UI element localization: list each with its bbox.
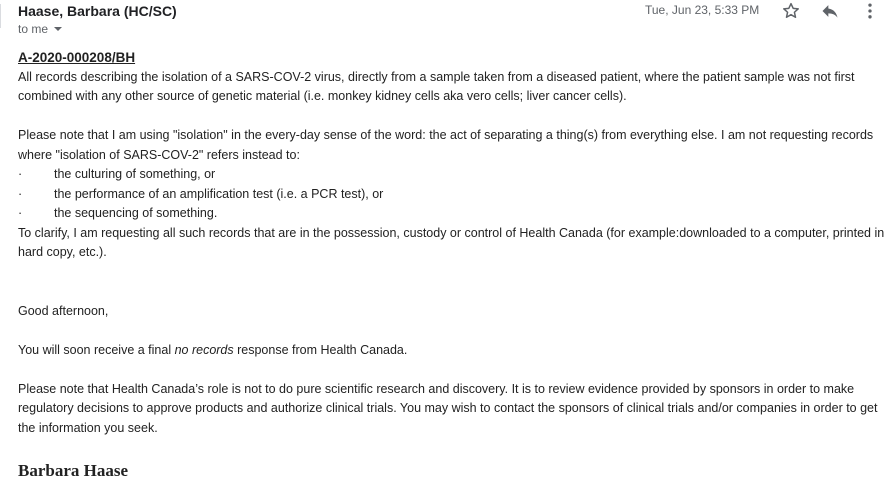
spacer xyxy=(18,321,886,341)
left-border xyxy=(0,4,4,28)
more-vert-icon[interactable] xyxy=(858,0,882,22)
bullet-mark: · xyxy=(18,206,23,220)
signature: Barbara Haase xyxy=(18,461,129,480)
greeting: Good afternoon, xyxy=(18,303,109,318)
reply-icon[interactable] xyxy=(818,0,842,22)
list-item-text: the sequencing of something. xyxy=(54,206,218,220)
reference-number: A-2020-000208/BH xyxy=(18,50,136,65)
response-text-end: response from Health Canada. xyxy=(233,342,408,357)
spacer xyxy=(18,263,886,283)
response-paragraph-1 xyxy=(18,341,886,361)
list-item xyxy=(18,185,886,205)
message-header xyxy=(0,0,891,44)
bullet-mark: · xyxy=(18,167,23,181)
response-text-start: You will soon receive a final xyxy=(18,342,175,357)
bullet-mark: · xyxy=(18,186,23,201)
response-emphasis: no records xyxy=(174,342,234,357)
star-icon[interactable] xyxy=(779,0,803,22)
request-paragraph-2: Please note that I am using "isolation" in the every-day sense of the word: the act of separating a thing(s) from everything else. I am not requesting records where "isolation of SARS-COV-2" refers instead to: xyxy=(18,128,874,162)
recipients-toggle[interactable] xyxy=(18,22,62,36)
recipients-label: to me xyxy=(18,22,49,36)
caret-down-icon xyxy=(54,27,62,31)
list-item xyxy=(18,204,886,224)
response-paragraph-2: Please note that Health Canada’s role is not to do pure scientific research and discovery. It is to review evidence provided by sponsors in order to make regulatory decisions to approve products and authorize clinical trials. You may wish to contact the sponsors of clinical trials and/or companies in order to get the information you seek. xyxy=(18,381,878,435)
spacer xyxy=(18,282,886,302)
sender-name[interactable]: Haase, Barbara (HC/SC) xyxy=(18,3,177,19)
message-date: Tue, Jun 23, 5:33 PM xyxy=(645,3,760,17)
list-item-text: the performance of an amplification test (i.e. a PCR test), or xyxy=(54,186,384,201)
list-item-text: the culturing of something, or xyxy=(54,167,216,181)
request-paragraph-1: All records describing the isolation of a SARS-COV-2 virus, directly from a sample taken from a diseased patient, where the patient sample was not first combined with any other source of genetic material (i.e. monkey kidney cells aka vero cells; liver cancer cells). xyxy=(18,69,855,103)
spacer xyxy=(18,107,886,127)
message-body xyxy=(18,48,886,438)
request-paragraph-3: To clarify, I am requesting all such records that are in the possession, custody or control of Health Canada (for example:downloaded to a computer, printed in hard copy, etc.). xyxy=(18,225,885,259)
spacer xyxy=(18,360,886,380)
list-item xyxy=(18,165,886,185)
